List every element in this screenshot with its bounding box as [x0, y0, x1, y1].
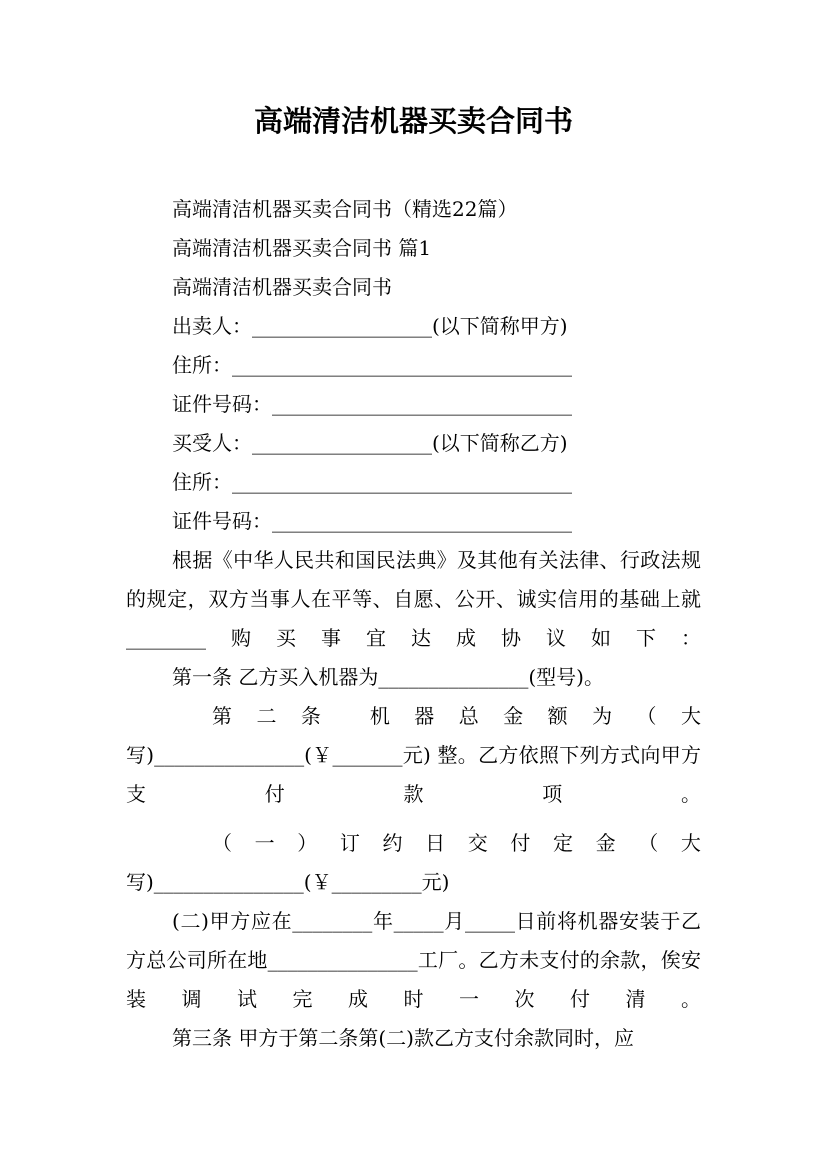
text-line: 高端清洁机器买卖合同书 篇1: [172, 236, 432, 260]
article-2-rest: 写)_______________(￥_______元) 整。乙方依照下列方式向甲方支付款项。: [126, 743, 701, 806]
item-2: (二)甲方应在________年_____月_____日前将机器安装于乙方总公司所在地_______________工厂。乙方未支付的余款，俟安装调试完成时一次付清。: [126, 909, 701, 1011]
text-line: 高端清洁机器买卖合同书（精选22篇）: [172, 197, 518, 221]
item-1-rest: 写)_______________(￥_________元): [126, 870, 450, 894]
text-line: 高端清洁机器买卖合同书: [172, 275, 392, 299]
seller-line: 出卖人：__________________(以下简称甲方): [172, 314, 568, 338]
document-title: 高端清洁机器买卖合同书: [253, 104, 573, 138]
buyer-address-line: 住所：__________________________________: [172, 470, 572, 494]
article-2-first-line: 第 二 条 机 器 总 金 额 为 （ 大: [212, 704, 701, 728]
seller-address-line: 住所：__________________________________: [172, 353, 572, 377]
article-3: 第三条 甲方于第二条第(二)款乙方支付余款同时，应: [172, 1026, 634, 1050]
seller-id-line: 证件号码：______________________________: [172, 392, 572, 416]
document-body: [126, 190, 701, 1058]
article-1: 第一条 乙方买入机器为_______________(型号)。: [172, 665, 604, 689]
basis-paragraph: 根据《中华人民共和国民法典》及其他有关法律、行政法规的规定，双方当事人在平等、自愿、公开、诚实信用的基础上就________购买事宜达成协议如下：: [126, 548, 701, 650]
buyer-id-line: 证件号码：______________________________: [172, 509, 572, 533]
buyer-line: 买受人：__________________(以下简称乙方): [172, 431, 568, 455]
item-1-first-line: （ 一 ） 订 约 日 交 付 定 金 （ 大: [212, 831, 701, 855]
